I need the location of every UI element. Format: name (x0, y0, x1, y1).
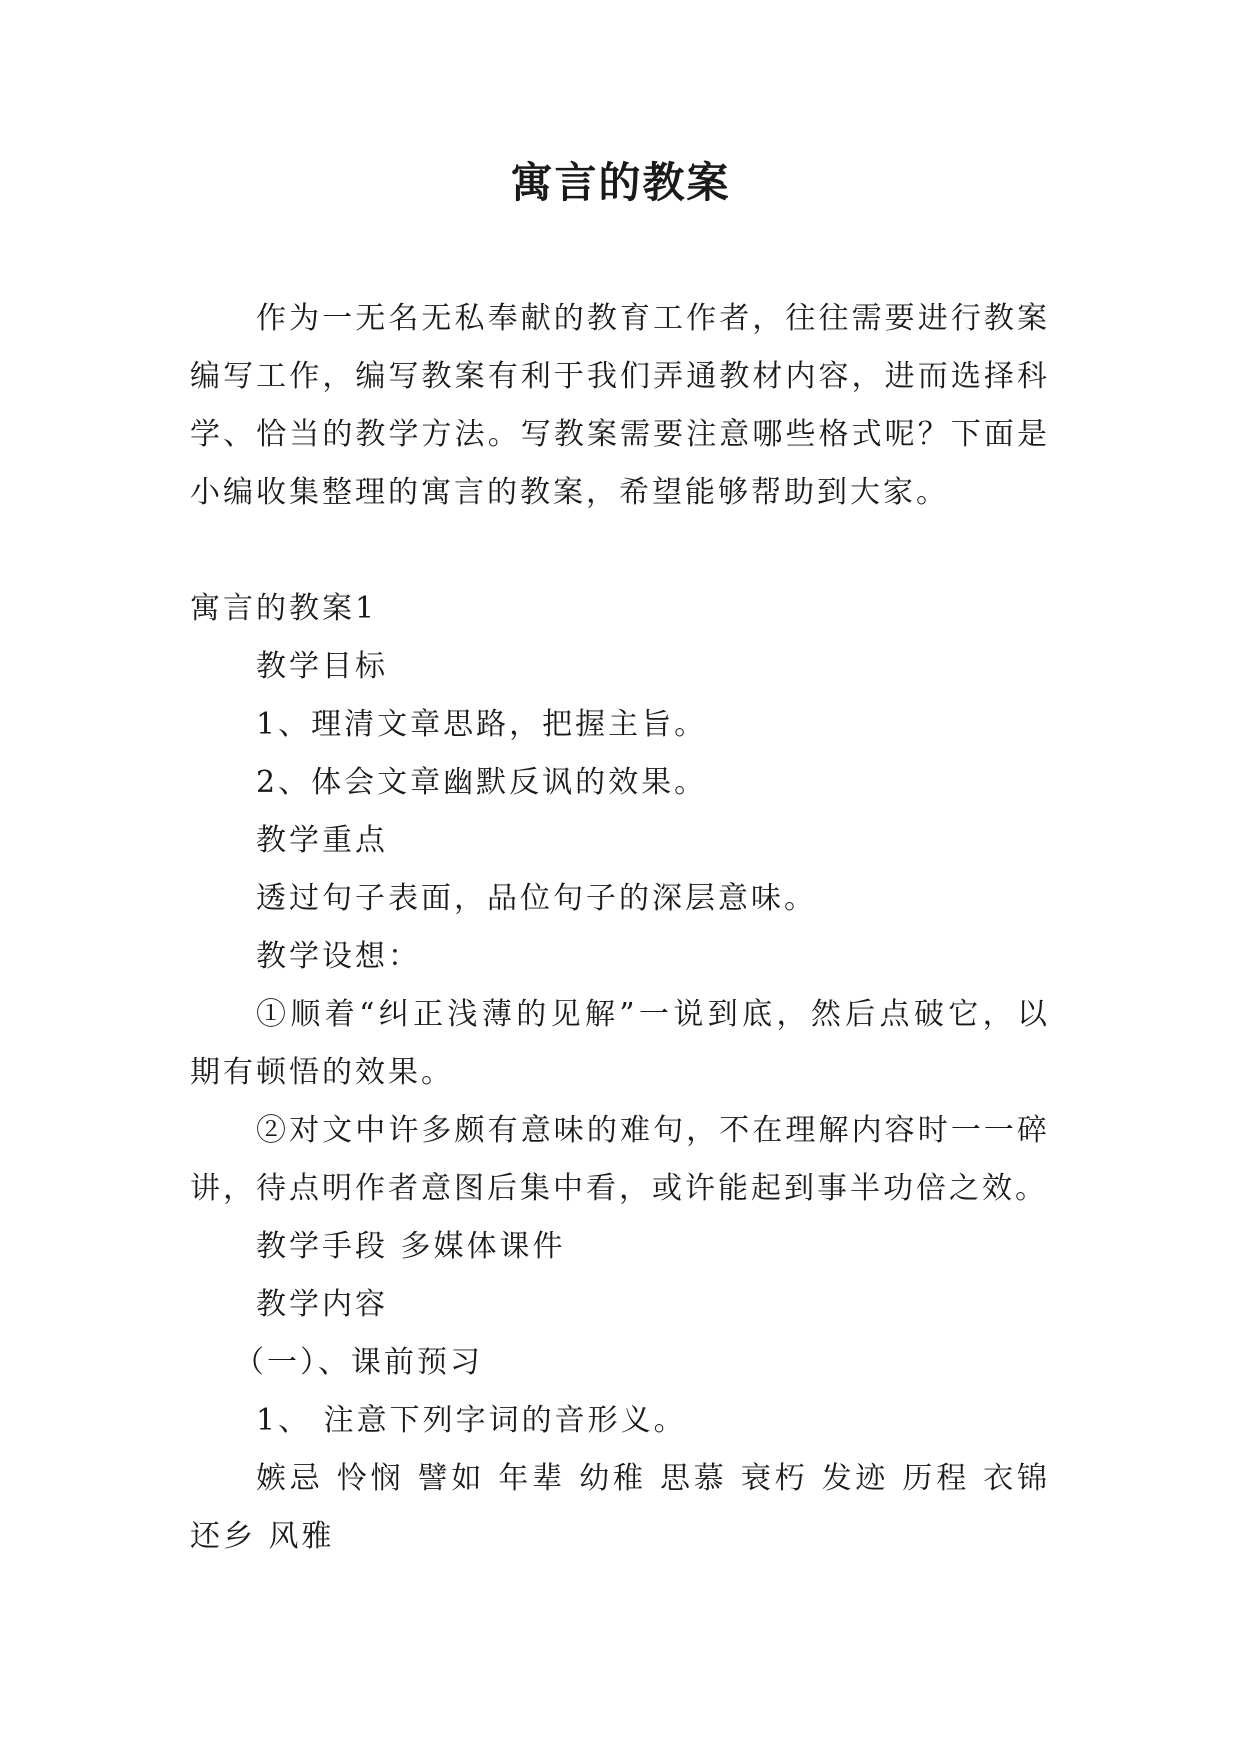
paragraph-vocab-list: 嫉忌 怜悯 譬如 年辈 幼稚 思慕 衰朽 发迹 历程 衣锦还乡 风雅 (190, 1461, 1050, 1554)
paragraph-goal-2: 2、体会文章幽默反讽的效果。 (256, 765, 708, 800)
paragraph-key-points-heading: 教学重点 (256, 823, 388, 858)
section-heading: 寓言的教案1 (190, 591, 378, 626)
intro-section (190, 290, 1050, 522)
paragraph-idea-1: ①顺着“纠正浅薄的见解”一说到底，然后点破它，以期有顿悟的效果。 (190, 997, 1050, 1090)
paragraph-teaching-ideas-heading: 教学设想： (256, 939, 421, 974)
paragraph-teaching-content-heading: 教学内容 (256, 1287, 388, 1322)
lesson-plan-section (190, 580, 1050, 1566)
paragraph-key-point: 透过句子表面，品位句子的深层意味。 (256, 881, 817, 916)
intro-paragraph: 作为一无名无私奉献的教育工作者，往往需要进行教案编写工作，编写教案有利于我们弄通教材内容，进而选择科学、恰当的教学方法。写教案需要注意哪些格式呢？下面是小编收集整理的寓言的教案，希望能够帮助到大家。 (190, 301, 1050, 510)
paragraph-vocab-instruction: 1、 注意下列字词的音形义。 (256, 1403, 687, 1438)
document-title: 寓言的教案 (510, 158, 731, 207)
paragraph-idea-2: ②对文中许多颇有意味的难句，不在理解内容时一一碎讲，待点明作者意图后集中看，或许能起到事半功倍之效。 (190, 1113, 1050, 1206)
paragraph-teaching-goals-heading: 教学目标 (256, 649, 388, 684)
paragraph-teaching-means: 教学手段 多媒体课件 (256, 1229, 566, 1264)
paragraph-goal-1: 1、理清文章思路，把握主旨。 (256, 707, 708, 742)
paragraph-preview-heading: （一）、课前预习 (234, 1345, 483, 1380)
